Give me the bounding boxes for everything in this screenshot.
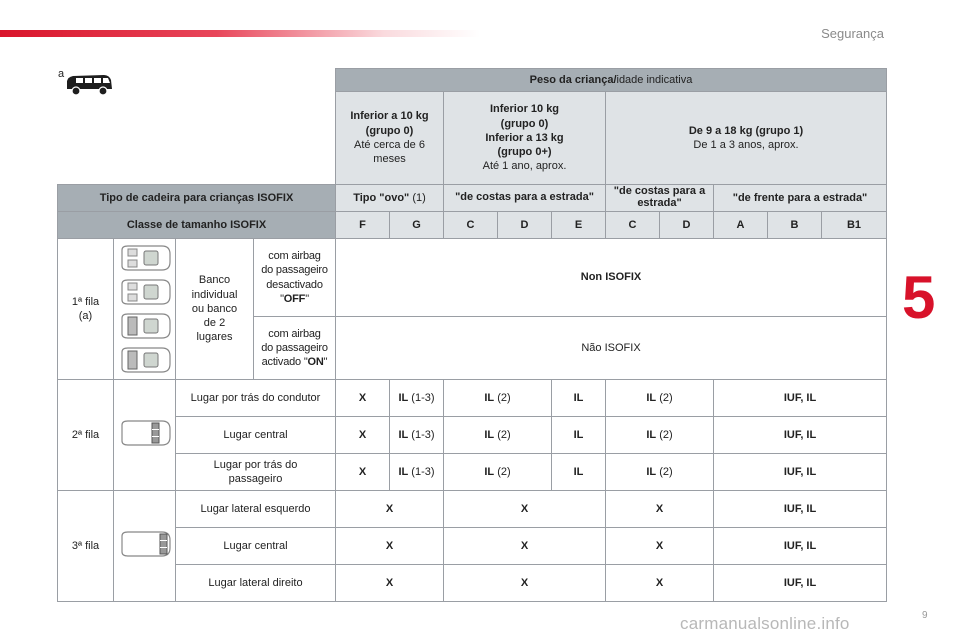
weight-header: Peso da criança/idade indicativa (336, 69, 887, 92)
row-3-seat-name: Lugar central (176, 528, 336, 565)
cell-x: X (606, 491, 714, 528)
type-rear-facing-2: "de costas para a estrada" (606, 185, 714, 212)
size-class: A (714, 212, 768, 239)
result-airbag-on: Não ISOFIX (336, 317, 887, 380)
group-0: Inferior a 10 kg (grupo 0) Até cerca de 6 meses (336, 92, 444, 185)
vehicle-icon (58, 68, 114, 98)
size-class: E (552, 212, 606, 239)
size-class-label: Classe de tamanho ISOFIX (58, 212, 336, 239)
cell-x: X (444, 491, 606, 528)
cell-x: X (336, 565, 444, 602)
airbag-on-label: com airbag do passageiro activado "ON" (254, 317, 336, 380)
cell-iuf: IUF, IL (714, 528, 887, 565)
cell-il-note: IL (2) (606, 454, 714, 491)
cell-il: IL (552, 454, 606, 491)
row-2-label: 2ª fila (58, 380, 114, 491)
cell-x: X (444, 565, 606, 602)
header-accent-bar (0, 30, 480, 37)
cell-il-note: IL (1-3) (390, 454, 444, 491)
result-airbag-off: Non ISOFIX (336, 239, 887, 317)
type-forward-facing: "de frente para a estrada" (714, 185, 887, 212)
cell-iuf: IUF, IL (714, 454, 887, 491)
cell-il-note: IL (2) (444, 454, 552, 491)
size-class: G (390, 212, 444, 239)
row-3-seat-name: Lugar lateral esquerdo (176, 491, 336, 528)
row-2-seat-name: Lugar por trás do passageiro (176, 454, 336, 491)
section-title: Segurança (821, 26, 884, 41)
cell-il: IL (552, 380, 606, 417)
cell-il: IL (552, 417, 606, 454)
car-row2-diagram-icon (118, 419, 172, 447)
cell-il-note: IL (2) (606, 417, 714, 454)
cell-x: X (606, 528, 714, 565)
row-3-label: 3ª fila (58, 491, 114, 602)
type-rear-facing-1: "de costas para a estrada" (444, 185, 606, 212)
cell-il-note: IL (2) (606, 380, 714, 417)
group-0-plus: Inferior 10 kg (grupo 0) Inferior a 13 kg (grupo 0+) Até 1 ano, aprox. (444, 92, 606, 185)
type-ovo: Tipo "ovo" (1) (336, 185, 444, 212)
row-1-seat-type: Banco individual ou banco de 2 lugares (176, 239, 254, 380)
cell-il-note: IL (2) (444, 417, 552, 454)
row-1-label: 1ª fila (a) (58, 239, 114, 380)
car-seat-diagram-icon (118, 244, 172, 272)
size-class: B (768, 212, 822, 239)
car-seat-diagram-icon (118, 346, 172, 374)
car-row3-diagram-icon (118, 530, 172, 558)
cell-x: X (336, 417, 390, 454)
row-2-seat-diagram (114, 380, 176, 491)
row-1-seat-diagrams (114, 239, 176, 380)
size-class: C (606, 212, 660, 239)
page-number: 9 (922, 610, 928, 621)
cell-x: X (336, 454, 390, 491)
size-class: B1 (822, 212, 887, 239)
size-class: C (444, 212, 498, 239)
cell-iuf: IUF, IL (714, 491, 887, 528)
watermark: carmanualsonline.info (680, 614, 850, 633)
size-class: D (498, 212, 552, 239)
airbag-off-label: com airbag do passageiro desactivado "OFF" (254, 239, 336, 317)
cell-il-note: IL (1-3) (390, 417, 444, 454)
cell-x: X (336, 528, 444, 565)
size-class: D (660, 212, 714, 239)
cell-iuf: IUF, IL (714, 565, 887, 602)
cell-x: X (336, 380, 390, 417)
van-icon (64, 72, 114, 98)
cell-il-note: IL (2) (444, 380, 552, 417)
chapter-number: 5 (902, 264, 936, 331)
isofix-table (57, 68, 887, 602)
group-1: De 9 a 18 kg (grupo 1) De 1 a 3 anos, aprox. (606, 92, 887, 185)
car-seat-diagram-icon (118, 312, 172, 340)
seat-type-label: Tipo de cadeira para crianças ISOFIX (58, 185, 336, 212)
car-seat-diagram-icon (118, 278, 172, 306)
size-class: F (336, 212, 390, 239)
cell-iuf: IUF, IL (714, 380, 887, 417)
row-2-seat-name: Lugar por trás do condutor (176, 380, 336, 417)
cell-il-note: IL (1-3) (390, 380, 444, 417)
row-3-seat-diagram (114, 491, 176, 602)
row-3-seat-name: Lugar lateral direito (176, 565, 336, 602)
cell-iuf: IUF, IL (714, 417, 887, 454)
vehicle-label: a (58, 68, 65, 80)
cell-x: X (336, 491, 444, 528)
cell-x: X (444, 528, 606, 565)
cell-x: X (606, 565, 714, 602)
row-2-seat-name: Lugar central (176, 417, 336, 454)
